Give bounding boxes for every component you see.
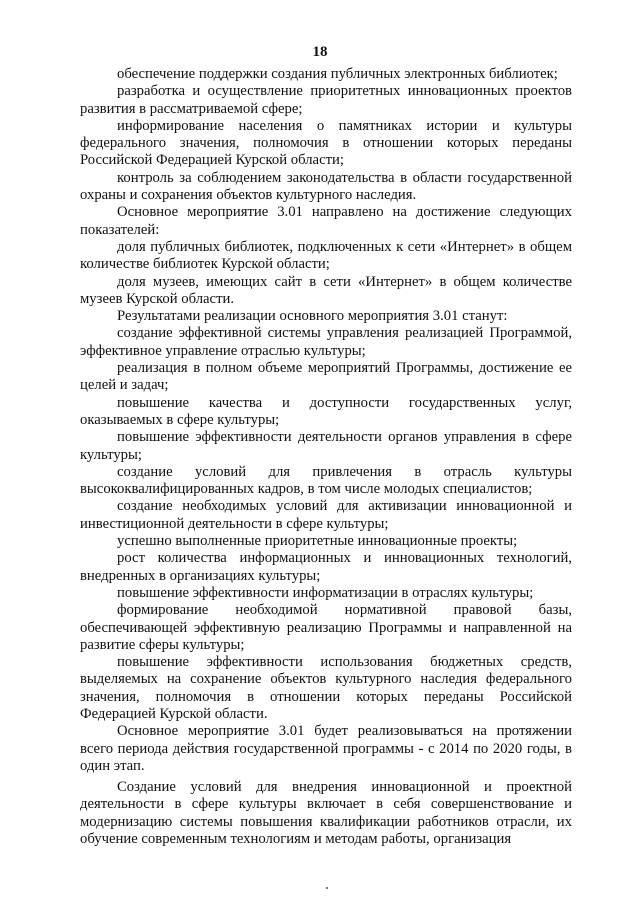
paragraph: информирование населения о памятниках истории и культуры федерального значения, полномочия в отношении которых переданы Российской Федерацией Курской области; <box>80 117 572 169</box>
paragraph: успешно выполненные приоритетные инновационные проекты; <box>117 533 518 550</box>
paragraph: Основное мероприятие 3.01 направлено на достижение следующих показателей: <box>80 204 572 238</box>
paragraph: повышение эффективности деятельности органов управления в сфере культуры; <box>80 429 572 463</box>
body-text <box>80 66 572 848</box>
paragraph: обеспечение поддержки создания публичных электронных библиотек; <box>117 66 558 82</box>
scan-speck <box>326 887 328 889</box>
paragraph: реализация в полном объеме мероприятий Программы, достижение ее целей и задач; <box>80 360 572 394</box>
paragraph: повышение эффективности использования бюджетных средств, выделяемых на сохранение объектов культурного наследия федерального значения, полномочия в отношении которых переданы Российской Федерацией Курской области. <box>80 654 572 722</box>
paragraph: доля музеев, имеющих сайт в сети «Интернет» в общем количестве музеев Курской области. <box>80 273 572 307</box>
paragraph: создание эффективной системы управления реализацией Программой, эффективное управление отраслью культуры; <box>80 325 572 359</box>
paragraph: создание условий для привлечения в отрасль культуры высококвалифицированных кадров, в том числе молодых специалистов; <box>80 463 572 498</box>
paragraph: создание необходимых условий для активизации инновационной и инвестиционной деятельности в сфере культуры; <box>80 498 572 532</box>
paragraph: разработка и осуществление приоритетных инновационных проектов развития в рассматриваемой сфере; <box>80 83 572 117</box>
paragraph: Результатами реализации основного мероприятия 3.01 станут: <box>117 308 508 325</box>
paragraph: повышение качества и доступности государственных услуг, оказываемых в сфере культуры; <box>80 394 572 428</box>
paragraph: доля публичных библиотек, подключенных к сети «Интернет» в общем количестве библиотек Курской области; <box>80 238 572 273</box>
paragraph: рост количества информационных и инновационных технологий, внедренных в организациях культуры; <box>80 550 572 584</box>
paragraph: контроль за соблюдением законодательства в области государственной охраны и сохранения объектов культурного наследия. <box>80 169 572 204</box>
paragraph: формирование необходимой нормативной правовой базы, обеспечивающей эффективную реализацию Программы и направленной на развитие сферы культуры; <box>80 602 572 653</box>
page-number: 18 <box>312 44 328 60</box>
paragraph: Создание условий для внедрения инновационной и проектной деятельности в сфере культуры включает в себя совершенствование и модернизацию системы повышения квалификации работников отрасли, их обучение современным технологиям и методам работы, организация <box>80 779 572 848</box>
paragraph: повышение эффективности информатизации в отраслях культуры; <box>117 584 534 601</box>
paragraph: Основное мероприятие 3.01 будет реализовываться на протяжении всего периода действия государственной программы - с 2014 по 2020 годы, в один этап. <box>80 723 572 774</box>
